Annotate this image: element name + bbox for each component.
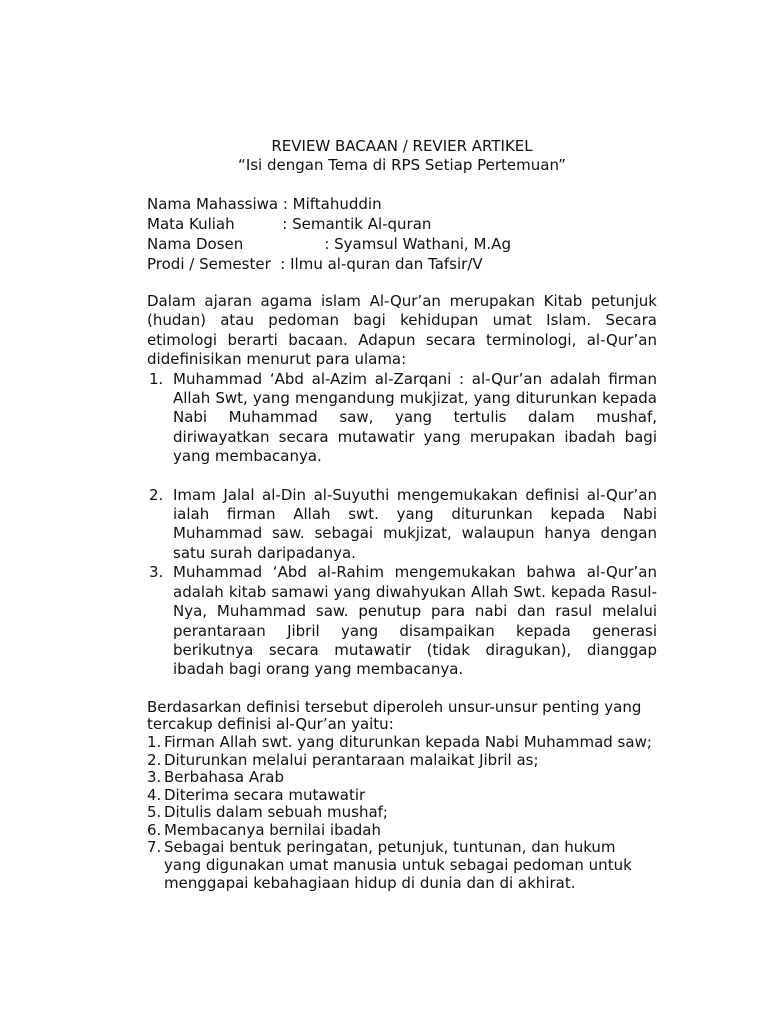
list-number: 1.: [147, 732, 162, 751]
list-text: Imam Jalal al-Din al-Suyuthi mengemukakan definisi al-Qur’an ialah firman Allah swt. yang diturunkan kepada Nabi Muhammad saw. sebagai mukjizat, walaupun hanya dengan satu surah daripadanya.: [173, 485, 657, 562]
list-number: 2.: [147, 750, 162, 769]
meta-separator: :: [243, 235, 335, 253]
list-item: [147, 787, 657, 805]
meta-separator: :: [270, 255, 291, 273]
list-number: 7.: [147, 838, 162, 857]
list-number: 1.: [149, 369, 164, 388]
meta-label: Mata Kuliah: [147, 215, 235, 233]
document-page: [147, 137, 657, 892]
list-item: [147, 769, 657, 787]
meta-value: Semantik Al-quran: [292, 215, 432, 233]
list-number: 6.: [147, 820, 162, 839]
list-item: [147, 563, 657, 679]
list-number: 4.: [147, 785, 162, 804]
meta-row-lecturer: [147, 234, 657, 254]
meta-value: Syamsul Wathani, M.Ag: [334, 235, 511, 253]
document-title: REVIEW BACAAN / REVIER ARTIKEL: [271, 137, 533, 155]
list-text: Berbahasa Arab: [164, 768, 285, 787]
meta-row-course: [147, 214, 657, 234]
meta-label: Nama Dosen: [147, 235, 244, 253]
list-item: [147, 752, 657, 770]
list-text: Membacanya bernilai ibadah: [164, 820, 382, 839]
list-item: [147, 734, 657, 752]
meta-value: Miftahuddin: [292, 195, 382, 213]
definitions-list: [147, 370, 657, 680]
list-text: Diterima secara mutawatir: [164, 785, 366, 804]
list-number: 5.: [147, 803, 162, 822]
intro-paragraph: Dalam ajaran agama islam Al-Qur’an merupakan Kitab petunjuk (hudan) atau pedoman bagi kehidupan umat Islam. Secara etimologi berarti bacaan. Adapun secara terminologi, al-Qur’an didefinisikan menurut para ulama:: [147, 292, 657, 369]
meta-row-student-name: [147, 194, 657, 214]
list-item: [147, 370, 657, 467]
list-number: 3.: [147, 768, 162, 787]
summary-paragraph: Berdasarkan definisi tersebut diperoleh unsur-unsur penting yang tercakup definisi al-Qur’an yaitu:: [147, 697, 642, 734]
meta-value: Ilmu al-quran dan Tafsir/V: [290, 255, 483, 273]
meta-label: Nama Mahassiwa: [147, 195, 279, 213]
list-text: Muhammad ‘Abd al-Rahim mengemukakan bahwa al-Qur’an adalah kitab samawi yang diwahyukan Allah Swt. kepada Rasul-Nya, Muhammad saw. penutup para nabi dan rasul melalui perantaraan Jibril yang disampaikan kepada generasi berikutnya secara mutawatir (tidak diragukan), dianggap ibadah bagi orang yang membacanya.: [173, 563, 657, 679]
list-item: [147, 822, 657, 840]
list-text: Muhammad ‘Abd al-Azim al-Zarqani : al-Qur’an adalah firman Allah Swt, yang mengandung mukjizat, yang diturunkan kepada Nabi Muhammad saw, yang tertulis dalam mushaf, diriwayatkan secara mutawatir yang merupakan ibadah bagi yang membacanya.: [173, 369, 657, 466]
meta-separator: :: [234, 215, 293, 233]
student-info: [147, 194, 657, 274]
meta-separator: :: [278, 195, 293, 213]
meta-label: Prodi / Semester: [147, 255, 271, 273]
list-item: [147, 804, 657, 822]
list-item: [147, 839, 657, 892]
list-text: Firman Allah swt. yang diturunkan kepada Nabi Muhammad saw;: [164, 732, 652, 751]
list-text: Sebagai bentuk peringatan, petunjuk, tuntunan, dan hukum yang digunakan umat manusia untuk sebagai pedoman untuk menggapai kebahagiaan hidup di dunia dan di akhirat.: [164, 838, 632, 892]
document-subtitle: “Isi dengan Tema di RPS Setiap Pertemuan”: [238, 156, 566, 174]
list-number: 2.: [149, 485, 164, 504]
list-text: Ditulis dalam sebuah mushaf;: [164, 803, 388, 822]
meta-row-program: [147, 254, 657, 274]
list-item: [147, 486, 657, 564]
list-number: 3.: [149, 563, 164, 582]
list-text: Diturunkan melalui perantaraan malaikat Jibril as;: [164, 750, 539, 769]
elements-list: [147, 734, 657, 892]
